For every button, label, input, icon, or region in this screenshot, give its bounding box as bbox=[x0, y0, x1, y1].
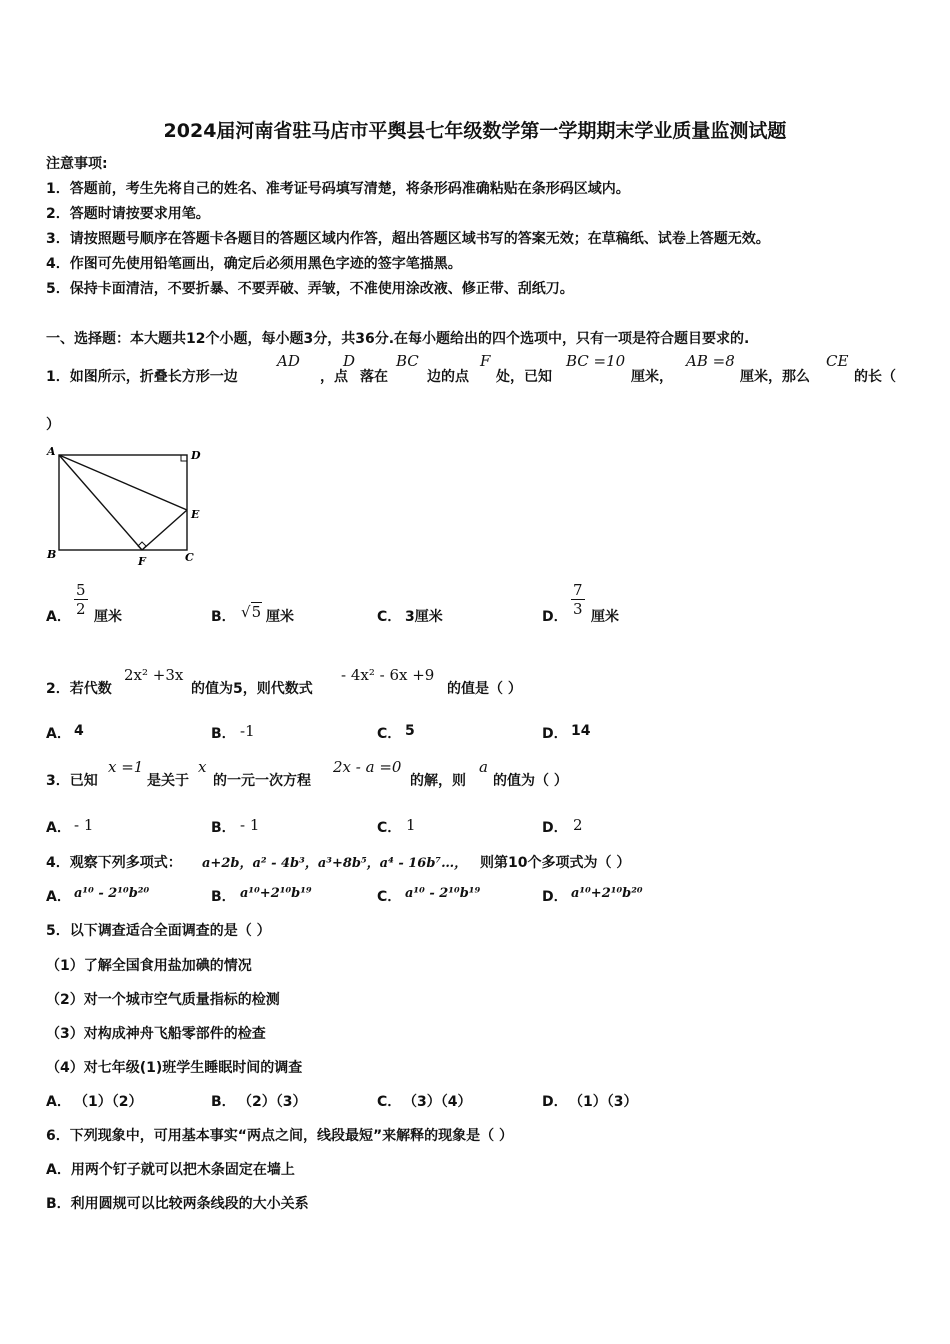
q5-item: （2）对一个城市空气质量指标的检测 bbox=[46, 992, 280, 1008]
right-angle-d bbox=[181, 455, 187, 461]
q3-option-c-value: 1 bbox=[406, 816, 416, 834]
q4-option-b-label: B． bbox=[211, 889, 236, 905]
q1-math-bc: BC bbox=[396, 352, 419, 370]
q4-option-a-value: a¹⁰ - 2¹⁰b²⁰ bbox=[74, 886, 150, 901]
q2-option-d-label: D． bbox=[542, 726, 568, 742]
label-e: E bbox=[191, 508, 200, 521]
q1-close: ） bbox=[46, 417, 60, 433]
q3-math-3: 2x - a =0 bbox=[333, 758, 402, 776]
q1-option-b-unit: 厘米 bbox=[266, 609, 294, 625]
q3-text-3: 的一元一次方程 bbox=[213, 773, 311, 789]
q2-option-b-value: -1 bbox=[240, 722, 255, 740]
q4-sequence: a+2b，a² - 4b³，a³+8b⁵，a⁴ - 16b⁷…， bbox=[202, 856, 468, 871]
notice-item: 3．请按照题号顺序在答题卡各题目的答题区域内作答，超出答题区域书写的答案无效；在草稿纸、试卷上答题无效。 bbox=[46, 231, 770, 247]
q1-option-c-label: C． bbox=[377, 609, 402, 625]
q1-option-d-unit: 厘米 bbox=[591, 609, 619, 625]
label-b: B bbox=[47, 548, 57, 561]
q1-text-8: 的长（ bbox=[854, 369, 896, 385]
q3-option-d-value: 2 bbox=[573, 816, 583, 834]
q1-option-d-fraction bbox=[571, 581, 585, 618]
section-heading: 一、选择题：本大题共12个小题，每小题3分，共36分.在每小题给出的四个选项中，只有一项是符合题目要求的. bbox=[46, 331, 750, 347]
q1-text-2: ，点 bbox=[320, 369, 348, 385]
q1-option-b-label: B． bbox=[211, 609, 236, 625]
q1-text-3: 落在 bbox=[360, 369, 388, 385]
q3-text-1: 3．已知 bbox=[46, 773, 98, 789]
q3-math-1: x =1 bbox=[108, 758, 144, 776]
q3-option-c-label: C． bbox=[377, 820, 402, 836]
q1-option-b-sqrt: √5 bbox=[241, 603, 262, 621]
q1-option-a-unit: 厘米 bbox=[94, 609, 122, 625]
notice-item: 1．答题前，考生先将自己的姓名、准考证号码填写清楚，将条形码准确粘贴在条形码区域内。 bbox=[46, 181, 630, 197]
q3-option-a-value: - 1 bbox=[74, 816, 94, 834]
q5-option-d-label: D． bbox=[542, 1094, 568, 1110]
q3-math-2: x bbox=[198, 758, 207, 776]
notice-heading: 注意事项: bbox=[46, 156, 108, 172]
radicand: 5 bbox=[251, 603, 262, 621]
notice-item: 2．答题时请按要求用笔。 bbox=[46, 206, 210, 222]
q2-text-3: 的值是（ ） bbox=[447, 681, 522, 697]
fraction-denominator: 2 bbox=[76, 600, 86, 618]
q5-item: （4）对七年级(1)班学生睡眠时间的调查 bbox=[46, 1060, 303, 1076]
label-d: D bbox=[191, 449, 201, 462]
q1-math-ad: AD bbox=[277, 352, 300, 370]
q5-option-c-value: （3）（4） bbox=[403, 1094, 472, 1110]
q1-option-d-label: D． bbox=[542, 609, 568, 625]
q4-text-2: 则第10个多项式为（ ） bbox=[480, 855, 631, 871]
q1-math-bc10: BC =10 bbox=[566, 352, 626, 370]
q1-text-1: 1．如图所示，折叠长方形一边 bbox=[46, 369, 238, 385]
q6-option-a: A．用两个钉子就可以把木条固定在墙上 bbox=[46, 1162, 295, 1178]
q5-item: （1）了解全国食用盐加碘的情况 bbox=[46, 958, 252, 974]
q1-text-6: 厘米， bbox=[631, 369, 673, 385]
q4-option-b-value: a¹⁰+2¹⁰b¹⁹ bbox=[240, 886, 312, 901]
q3-option-b-label: B． bbox=[211, 820, 236, 836]
q1-math-ce: CE bbox=[826, 352, 849, 370]
q3-text-2: 是关于 bbox=[147, 773, 189, 789]
q4-text-1: 4．观察下列多项式： bbox=[46, 855, 182, 871]
q1-text-5: 处，已知 bbox=[496, 369, 552, 385]
fraction-denominator: 3 bbox=[573, 600, 583, 618]
q1-text-4: 边的点 bbox=[427, 369, 469, 385]
q4-option-a-label: A． bbox=[46, 889, 71, 905]
q5-option-a-label: A． bbox=[46, 1094, 71, 1110]
q5-option-c-label: C． bbox=[377, 1094, 402, 1110]
q4-option-c-value: a¹⁰ - 2¹⁰b¹⁹ bbox=[405, 886, 481, 901]
q2-math-1: 2x² +3x bbox=[124, 666, 184, 684]
q2-option-c-label: C． bbox=[377, 726, 402, 742]
q1-option-a-fraction bbox=[74, 581, 88, 618]
q3-text-4: 的解，则 bbox=[410, 773, 466, 789]
q5-option-b-value: （2）（3） bbox=[238, 1094, 307, 1110]
line-fe bbox=[142, 510, 187, 550]
q4-option-d-value: a¹⁰+2¹⁰b²⁰ bbox=[571, 886, 643, 901]
q2-option-c-value: 5 bbox=[405, 723, 415, 739]
q1-figure bbox=[44, 443, 214, 571]
label-c: C bbox=[185, 551, 194, 564]
q3-math-4: a bbox=[479, 758, 488, 776]
q4-option-d-label: D． bbox=[542, 889, 568, 905]
line-af bbox=[59, 455, 142, 550]
q3-option-d-label: D． bbox=[542, 820, 568, 836]
q2-text-1: 2．若代数 bbox=[46, 681, 112, 697]
fraction-numerator: 7 bbox=[573, 581, 583, 599]
q1-math-ab8: AB =8 bbox=[686, 352, 735, 370]
q1-option-c-value: 3厘米 bbox=[405, 609, 443, 625]
q5-option-d-value: （1）（3） bbox=[569, 1094, 638, 1110]
q5-option-b-label: B． bbox=[211, 1094, 236, 1110]
q1-math-d: D bbox=[343, 352, 356, 370]
q6-option-b: B．利用圆规可以比较两条线段的大小关系 bbox=[46, 1196, 309, 1212]
q3-option-b-value: - 1 bbox=[240, 816, 260, 834]
q2-option-b-label: B． bbox=[211, 726, 236, 742]
q5-option-a-value: （1）（2） bbox=[74, 1094, 143, 1110]
q5-stem: 5．以下调查适合全面调查的是（ ） bbox=[46, 923, 271, 939]
page-title: 2024届河南省驻马店市平舆县七年级数学第一学期期末学业质量监测试题 bbox=[163, 120, 787, 142]
q4-option-c-label: C． bbox=[377, 889, 402, 905]
notice-item: 5．保持卡面清洁，不要折暴、不要弄破、弄皱，不准使用涂改液、修正带、刮纸刀。 bbox=[46, 281, 574, 297]
q5-item: （3）对构成神舟飞船零部件的检查 bbox=[46, 1026, 266, 1042]
q2-option-a-label: A． bbox=[46, 726, 71, 742]
folding-rectangle-diagram bbox=[44, 443, 214, 571]
q1-text-7: 厘米，那么 bbox=[740, 369, 810, 385]
q2-option-a-value: 4 bbox=[74, 723, 84, 739]
line-ae bbox=[59, 455, 187, 510]
q1-math-f: F bbox=[480, 352, 491, 370]
q2-math-2: - 4x² - 6x +9 bbox=[341, 666, 435, 684]
q2-text-2: 的值为5，则代数式 bbox=[191, 681, 313, 697]
q6-stem: 6．下列现象中，可用基本事实“两点之间，线段最短”来解释的现象是（ ） bbox=[46, 1128, 514, 1144]
notice-item: 4．作图可先使用铅笔画出，确定后必须用黑色字迹的签字笔描黑。 bbox=[46, 256, 462, 272]
q3-option-a-label: A． bbox=[46, 820, 71, 836]
label-f: F bbox=[138, 555, 146, 568]
q1-option-a-label: A． bbox=[46, 609, 71, 625]
q3-text-5: 的值为（ ） bbox=[493, 773, 568, 789]
q2-option-d-value: 14 bbox=[571, 723, 591, 739]
label-a: A bbox=[47, 445, 56, 458]
fraction-numerator: 5 bbox=[76, 581, 86, 599]
